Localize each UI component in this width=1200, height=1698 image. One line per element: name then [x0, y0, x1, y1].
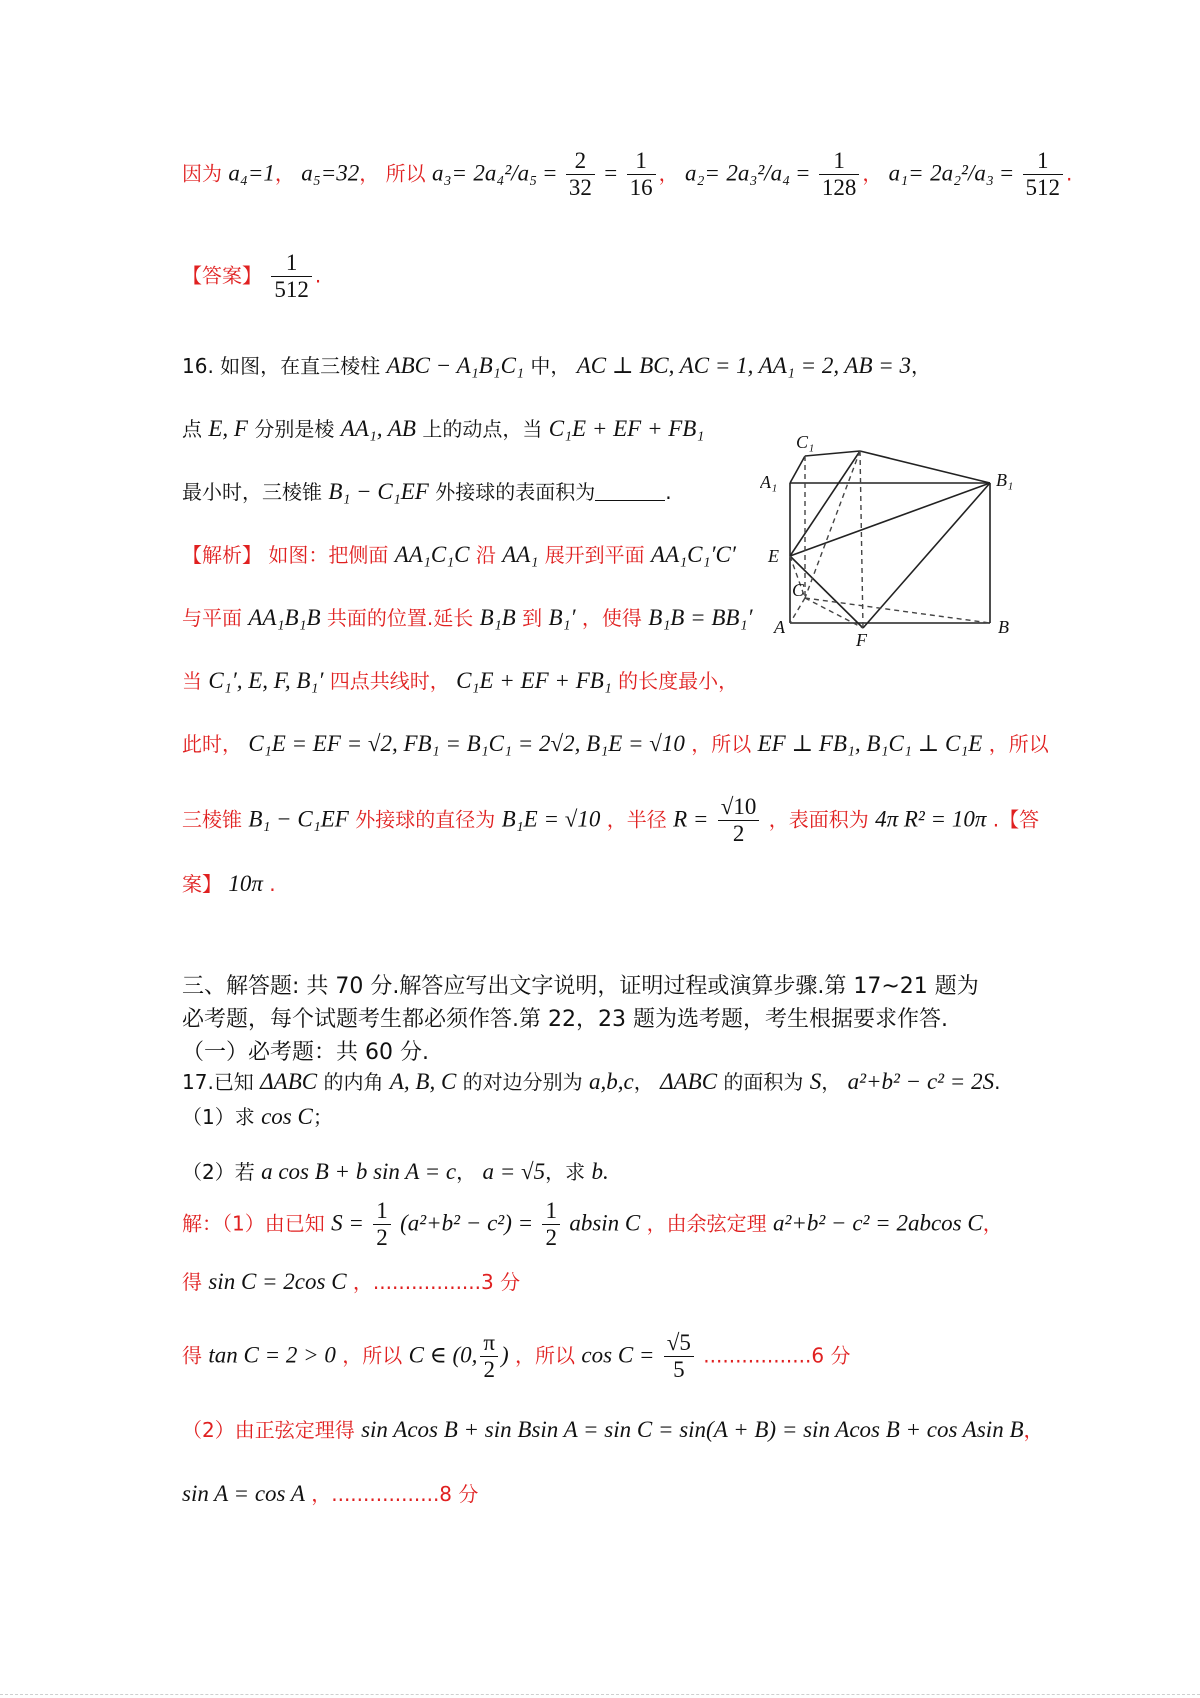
text: 所以 — [385, 161, 426, 186]
text: 上的动点，当 — [422, 417, 543, 441]
text: 的长度最小， — [618, 669, 739, 693]
text: .【答 — [992, 807, 1040, 832]
text: ， — [821, 1070, 842, 1094]
math: C₁′, E, F, B₁′ — [208, 668, 324, 693]
math: 2a₃²/a₄ — [726, 160, 791, 186]
text: 分别是棱 — [254, 417, 335, 441]
page-bottom-divider — [0, 1694, 1200, 1695]
label-B: B — [998, 617, 1009, 637]
label-A1: A₁ — [760, 472, 778, 492]
math: a₂= — [684, 160, 720, 186]
text: ，所以 — [342, 1343, 403, 1368]
text: 展开到平面 — [544, 543, 645, 567]
math: AA₁C₁′C′ — [651, 542, 736, 567]
math: B₁B = BB₁′ — [648, 605, 753, 630]
text: . — [665, 480, 672, 504]
math: EF ⊥ FB₁, B₁C₁ ⊥ C₁E — [757, 731, 983, 756]
math: a₄=1 — [228, 160, 275, 186]
math: a₅=32 — [301, 160, 360, 186]
answer-fraction: $\frac{1}{512}$ — [271, 250, 312, 304]
math: AA₁ — [502, 542, 539, 567]
math: absin C — [569, 1210, 641, 1236]
fraction: $\frac{1}{2}$ — [373, 1198, 391, 1252]
problem-number: 17. — [182, 1070, 214, 1094]
text: 外接球的表面积为 — [435, 480, 596, 504]
math: tan C = 2 > 0 — [208, 1342, 336, 1368]
p16-sol-line5 — [182, 794, 1039, 848]
math: a²+b² − c² = 2abcos C — [773, 1210, 983, 1236]
text: 的对边分别为 — [462, 1070, 583, 1094]
text: （2）若 — [182, 1160, 255, 1184]
p16-sol-line4 — [182, 730, 1049, 758]
text: 案】 — [182, 872, 222, 896]
math: B₁ − C₁EF — [328, 479, 429, 504]
math: a,b,c — [589, 1069, 634, 1094]
p17-sol-line4 — [182, 1416, 1044, 1444]
math: B₁′ — [548, 605, 576, 630]
text: 解：（1）由已知 — [182, 1211, 325, 1236]
text: 四点共线时， — [329, 669, 450, 693]
text: ，由余弦定理 — [646, 1211, 767, 1236]
answer-label: 【答案】 — [182, 263, 262, 288]
text: 到 — [522, 606, 543, 630]
text: （2）由正弦定理得 — [182, 1418, 355, 1442]
p17-sol-line2 — [182, 1268, 520, 1296]
math: C₁E + EF + FB₁ — [548, 416, 705, 441]
label-C: C — [792, 580, 805, 600]
fraction: $\frac{√10}{2}$ — [718, 794, 760, 848]
p17-statement — [182, 1068, 1000, 1096]
problem-number: 16. — [182, 354, 214, 378]
fraction: $\frac{1}{512}$ — [1023, 148, 1064, 202]
fraction: $\frac{\pi}{2}$ — [480, 1330, 498, 1384]
math: b. — [591, 1159, 609, 1184]
math: sin C = 2cos C — [208, 1269, 347, 1294]
text: . — [994, 1070, 1001, 1094]
math: a²+b² − c² = 2S — [847, 1069, 995, 1094]
text: 已知 — [213, 1070, 254, 1094]
math: a cos B + b sin A = c — [261, 1159, 457, 1184]
text: . — [269, 872, 276, 896]
analysis-label: 【解析】 — [182, 543, 262, 567]
math: (a²+b² − c²) = — [400, 1210, 534, 1236]
math: C₁E = EF = √2, FB₁ = B₁C₁ = 2√2, B₁E = √10 — [248, 731, 685, 756]
p17-q2 — [182, 1158, 609, 1186]
math: ABC − A₁B₁C₁ — [386, 353, 525, 378]
math: a = √5 — [482, 1159, 546, 1184]
text: 得 — [182, 1270, 202, 1294]
math: sin Acos B + sin Bsin A = sin C = sin(A + B) = sin Acos B + cos Asin B — [361, 1417, 1024, 1442]
math: sin A = cos A — [182, 1481, 305, 1506]
label-C1: C₁ — [796, 432, 815, 452]
math: AA₁, AB — [340, 416, 416, 441]
text: .................6 分 — [703, 1343, 851, 1368]
section-3-header — [182, 970, 1042, 1069]
text: ， — [633, 1070, 654, 1094]
math: R = — [673, 806, 709, 832]
text: 如图：把侧面 — [268, 543, 389, 567]
text: （1）求 — [182, 1105, 255, 1129]
math: ) — [501, 1342, 509, 1368]
math: AA₁B₁B — [248, 605, 321, 630]
text: ，所以 — [691, 732, 752, 756]
math: 2a₂²/a₃ — [930, 160, 994, 186]
text: 沿 — [475, 543, 496, 567]
prism-figure — [760, 428, 1025, 648]
math: C ∈ (0, — [408, 1342, 478, 1368]
text: ，.................8 分 — [311, 1482, 479, 1506]
fraction: $\frac{1}{2}$ — [542, 1198, 560, 1252]
math: B₁E = √10 — [501, 806, 601, 832]
p16-line3 — [182, 478, 672, 506]
text: 共面的位置.延长 — [326, 606, 474, 630]
p16-sol-line3 — [182, 667, 738, 695]
p16-line2 — [182, 415, 704, 443]
math: a₁= — [888, 160, 924, 186]
text: 如图，在直三棱柱 — [220, 354, 381, 378]
p17-q1 — [182, 1103, 333, 1131]
math: E, F — [208, 416, 248, 441]
math: 10π — [228, 871, 263, 896]
text: ，半径 — [606, 807, 667, 832]
fraction: $\frac{1}{16}$ — [627, 148, 656, 202]
math: ΔABC — [660, 1069, 718, 1094]
text: 当 — [182, 669, 202, 693]
math: 2a₄²/a₅ — [473, 160, 538, 186]
math: 4π R² = 10π — [875, 806, 987, 832]
text: 外接球的直径为 — [355, 807, 496, 832]
text: ，使得 — [581, 606, 642, 630]
p17-sol-line1 — [182, 1198, 1003, 1252]
text: 的面积为 — [723, 1070, 804, 1094]
text: 得 — [182, 1343, 202, 1368]
math: cos C = — [581, 1342, 655, 1368]
fraction: $\frac{1}{128}$ — [819, 148, 860, 202]
text: 最小时，三棱锥 — [182, 480, 322, 504]
label-A: A — [774, 617, 785, 637]
text: ， — [982, 1211, 1003, 1236]
text: ， — [456, 1160, 477, 1184]
math: B₁ − C₁EF — [248, 806, 349, 832]
p16-sol-line6 — [182, 870, 276, 898]
text: 此时， — [182, 732, 242, 756]
math: S — [809, 1069, 822, 1094]
fraction: $\frac{√5}{5}$ — [664, 1330, 694, 1384]
p17-sol-line5 — [182, 1480, 478, 1508]
p16-sol-line2 — [182, 604, 753, 632]
p15-solution-line: 因为 a₄=1， a₅=32， 所以 a₃= 2a₄²/a₅ = $\frac{2}{32}$ = $\frac{1}{16}$ ， a₂= 2a₃²/a₄ = $\frac{1}{128}$ ， a₁= 2a₂²/a₃ = $\frac{1}{512}$ . — [182, 148, 1073, 201]
p17-sol-line3 — [182, 1330, 850, 1384]
p15-answer: 【答案】 $\frac{1}{512}$ . — [182, 250, 322, 303]
text: 三棱锥 — [182, 807, 242, 832]
math: AC ⊥ BC, AC = 1, AA₁ = 2, AB = 3 — [576, 353, 912, 378]
math: C₁E + EF + FB₁ — [456, 668, 612, 693]
math: S = — [331, 1210, 364, 1236]
math: ΔABC — [260, 1069, 318, 1094]
math: cos C — [261, 1104, 313, 1129]
label-E: E — [768, 546, 779, 566]
math: AA₁C₁C — [394, 542, 470, 567]
p16-sol-line1 — [182, 541, 736, 569]
label-F: F — [856, 630, 867, 648]
section-line: （一）必考题：共 60 分. — [182, 1040, 429, 1065]
text: ，所以 — [988, 732, 1049, 756]
label-B1: B₁ — [996, 470, 1014, 490]
text: 点 — [182, 417, 202, 441]
fraction: $\frac{2}{32}$ — [566, 148, 595, 202]
text: 与平面 — [182, 606, 242, 630]
text: 中， — [530, 354, 571, 378]
text: ，.................3 分 — [352, 1270, 521, 1294]
text: 因为 — [182, 161, 222, 186]
p16-line1: 16. 如图，在直三棱柱 ABC − A₁B₁C₁ 中， AC ⊥ BC, AC = 1, AA₁ = 2, AB = 3， — [182, 353, 932, 378]
math: a₃= — [432, 160, 468, 186]
text: ， — [1023, 1418, 1044, 1442]
text: ，表面积为 — [768, 807, 869, 832]
text: ，求 — [545, 1160, 586, 1184]
text: ，所以 — [515, 1343, 576, 1368]
text: ； — [312, 1105, 333, 1129]
section-line: 必考题，每个试题考生都必须作答.第 22，23 题为选考题，考生根据要求作答. — [182, 1007, 948, 1032]
math: A, B, C — [389, 1069, 457, 1094]
math: B₁B — [479, 605, 516, 630]
text: 的内角 — [323, 1070, 384, 1094]
answer-blank — [595, 500, 665, 501]
section-line: 三、解答题: 共 70 分.解答应写出文字说明，证明过程或演算步骤.第 17~21 题为 — [182, 974, 979, 999]
